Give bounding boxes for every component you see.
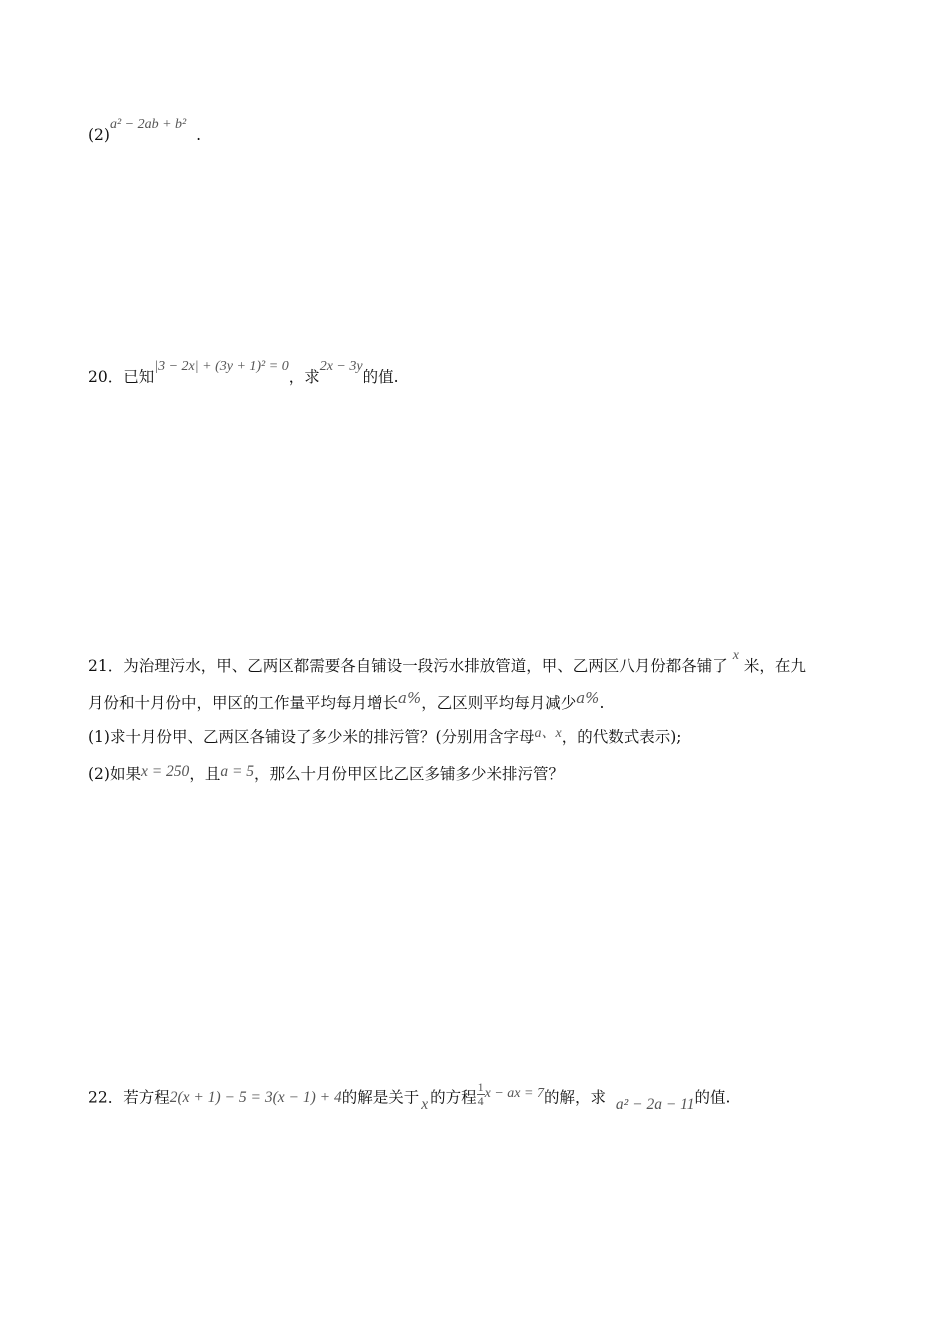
q20-pre: 已知 (123, 368, 155, 386)
q22-fraction-numerator: 1 (477, 1080, 484, 1094)
q21-line2-text-b: ，乙区则平均每月减少 (421, 694, 577, 712)
q22-mid1: 的解是关于 (341, 1088, 420, 1107)
q21-part2-text-b: ，且 (189, 765, 221, 783)
q21-line1-text-a: 为治理污水，甲、乙两区都需要各自铺设一段污水排放管道，甲、乙两区八月份都各铺了 (123, 657, 728, 675)
q21-part1-text-a: (1)求十月份甲、乙两区各铺设了多少米的排污管？(分别用含字母 (88, 728, 535, 746)
q22-post: 的值. (694, 1088, 731, 1107)
q22-line (88, 1080, 731, 1113)
q21-line2-text-a: 月份和十月份中，甲区的工作量平均每月增长 (88, 694, 399, 712)
q22-pre: 若方程 (123, 1088, 170, 1107)
q21-line-2 (88, 691, 604, 713)
q21-part2-text-a: (2)如果 (88, 765, 141, 783)
q20-post: 的值. (362, 368, 399, 386)
q20-target-expression: 2x − 3y (319, 359, 363, 374)
q21-condition-a: a = 5 (220, 763, 255, 780)
q20-number: 20 (88, 368, 108, 386)
q19-part2-line (88, 117, 202, 145)
q21-line1-text-b: 米，在九 (743, 657, 806, 675)
q22-target-expression: a² − 2a − 11 (615, 1095, 695, 1113)
q21-part1-text-b: ，的代数式表示); (561, 728, 682, 746)
q22-mid3: 的解，求 (543, 1088, 606, 1107)
q21-var-x: x (732, 648, 739, 663)
q21-number: 21 (88, 657, 108, 675)
q21-condition-x: x = 250 (140, 763, 190, 780)
q21-part1-line (88, 725, 682, 747)
q21-separator: ． (107, 657, 124, 675)
q19-part2-expression: a² − 2ab + b² (109, 117, 187, 132)
q20-condition-expression: |3 − 2x| + (3y + 1)² = 0 (154, 359, 289, 374)
q19-part2-label: (2) (88, 126, 110, 144)
q22-equation-1: 2(x + 1) − 5 = 3(x − 1) + 4 (169, 1088, 342, 1106)
q22-number: 22 (88, 1088, 108, 1107)
q22-var-x: x (421, 1095, 429, 1113)
q22-equation-2: x − ax = 7 (484, 1085, 544, 1101)
q20-mid: ，求 (288, 368, 320, 386)
q21-part1-vars: a、x (534, 726, 562, 741)
q21-part2-text-c: ，那么十月份甲区比乙区多铺多少米排污管？ (254, 765, 565, 783)
q21-growth-rate: a% (398, 689, 422, 707)
q19-part2-period: . (196, 126, 202, 144)
q21-line-1 (88, 648, 806, 676)
q21-decrease-rate: a% (576, 689, 600, 707)
q21-part2-line (88, 762, 564, 784)
q22-mid2: 的方程 (430, 1088, 477, 1107)
q22-fraction-denominator: 4 (477, 1094, 484, 1108)
q22-fraction (477, 1081, 485, 1108)
q20-separator: ． (107, 368, 124, 386)
q20-line (88, 359, 399, 387)
q22-separator: ． (107, 1088, 124, 1107)
q21-line2-end: . (599, 694, 605, 712)
